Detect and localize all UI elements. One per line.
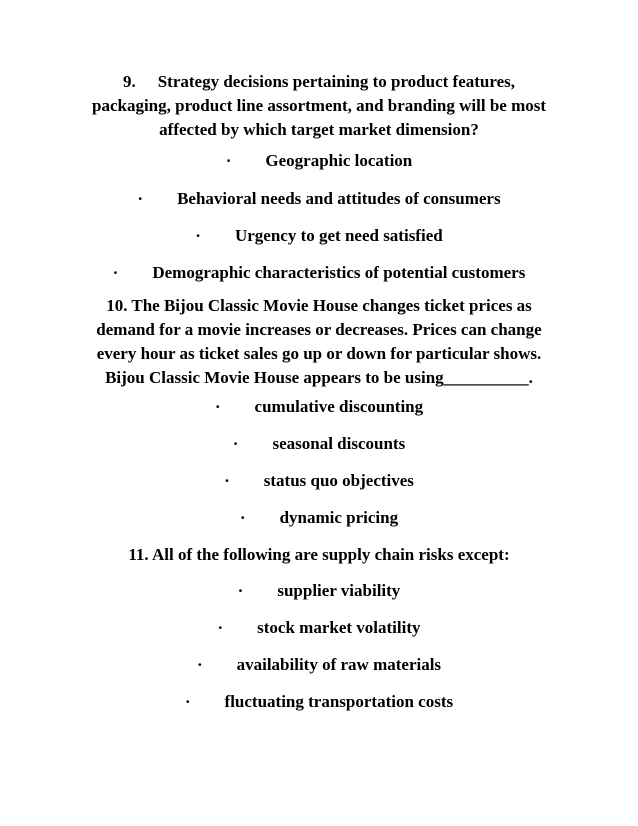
option-text: status quo objectives — [263, 471, 414, 490]
option-text: cumulative discounting — [254, 397, 424, 416]
option-item — [0, 150, 638, 172]
bullet-icon: · — [137, 189, 144, 208]
question-11-text — [40, 543, 598, 567]
option-text: dynamic pricing — [279, 508, 399, 527]
question-line: 10. The Bijou Classic Movie House changes ticket prices as — [106, 296, 532, 315]
option-text: availability of raw materials — [236, 655, 442, 674]
option-text: Geographic location — [265, 151, 413, 170]
question-number: 9. — [122, 72, 136, 91]
question-9-text — [40, 70, 598, 142]
option-text: Demographic characteristics of potential customers — [152, 263, 526, 282]
option-text: fluctuating transportation costs — [224, 692, 454, 711]
option-text: supplier viability — [277, 581, 401, 600]
option-item — [0, 433, 638, 455]
option-item — [0, 262, 638, 284]
option-item — [0, 507, 638, 529]
question-line — [40, 70, 598, 94]
bullet-icon: · — [237, 581, 244, 600]
option-item — [0, 470, 638, 492]
question-line: Bijou Classic Movie House appears to be using__________. — [105, 368, 533, 387]
option-item — [0, 188, 638, 210]
option-item — [0, 654, 638, 676]
bullet-icon: · — [112, 263, 119, 282]
option-item — [0, 396, 638, 418]
question-line: affected by which target market dimension? — [159, 120, 479, 139]
option-text: seasonal discounts — [272, 434, 406, 453]
bullet-icon: · — [196, 655, 203, 674]
option-text: stock market volatility — [257, 618, 421, 637]
question-line: demand for a movie increases or decreases. Prices can change — [96, 320, 542, 339]
option-item — [0, 580, 638, 602]
option-item — [0, 617, 638, 639]
question-line-text: Strategy decisions pertaining to product features, — [157, 72, 516, 91]
question-line: packaging, product line assortment, and branding will be most — [91, 96, 547, 115]
option-text: Behavioral needs and attitudes of consumers — [177, 189, 501, 208]
option-item — [0, 691, 638, 713]
bullet-icon: · — [239, 508, 246, 527]
bullet-icon: · — [232, 434, 239, 453]
option-text: Urgency to get need satisfied — [234, 226, 443, 245]
bullet-icon: · — [184, 692, 191, 711]
bullet-icon: · — [217, 618, 224, 637]
question-line: every hour as ticket sales go up or down for particular shows. — [96, 344, 542, 363]
bullet-icon: · — [225, 151, 232, 170]
question-line: 11. All of the following are supply chain risks except: — [128, 545, 510, 564]
bullet-icon: · — [224, 471, 230, 490]
option-item — [0, 225, 638, 247]
bullet-icon: · — [195, 226, 201, 245]
bullet-icon: · — [214, 397, 221, 416]
question-10-text — [40, 294, 598, 390]
